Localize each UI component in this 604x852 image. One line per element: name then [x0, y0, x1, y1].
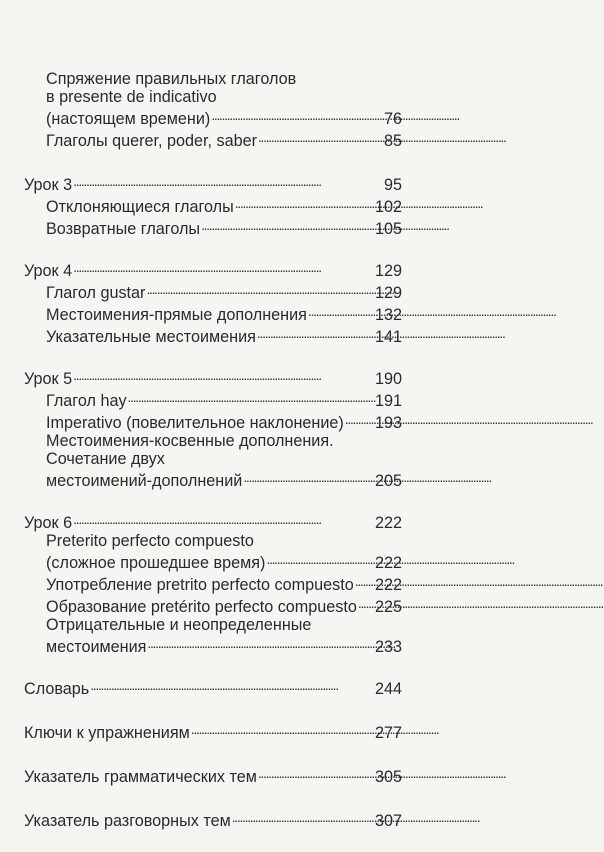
toc-section-title: Указатель разговорных тем: [24, 812, 231, 830]
toc-group-lesson4: [24, 258, 402, 346]
dot-leader: [73, 172, 383, 190]
dot-leader: [243, 468, 374, 486]
toc-page-number: 193: [374, 414, 402, 432]
toc-page-number: 141: [374, 328, 402, 346]
toc-page-number: 76: [383, 110, 402, 128]
toc-entry-imperativo[interactable]: [24, 410, 402, 432]
toc-entry-preterito-formation[interactable]: [24, 594, 402, 616]
dot-leader: [258, 764, 374, 782]
toc-entry-title: Образование pretérito perfecto compuesto: [46, 598, 357, 616]
toc-page-number: 244: [374, 680, 402, 698]
toc-page-number: 225: [374, 598, 402, 616]
dot-leader: [355, 572, 374, 590]
toc-lesson-title: Урок 6: [24, 514, 73, 532]
table-of-contents: [24, 70, 402, 852]
toc-entry-line: Сочетание двух: [46, 450, 165, 468]
toc-entry-gustar[interactable]: [24, 280, 402, 302]
toc-page-number: 102: [374, 198, 402, 216]
toc-page-number: 205: [374, 472, 402, 490]
dot-leader: [73, 510, 374, 528]
toc-page-number: 191: [374, 392, 402, 410]
toc-page-number: 190: [374, 370, 402, 388]
toc-lesson-title: Урок 5: [24, 370, 73, 388]
toc-entry-line: (сложное прошедшее время): [46, 554, 266, 572]
toc-lesson-5[interactable]: [24, 366, 402, 388]
dot-leader: [147, 634, 374, 652]
toc-section-title: Словарь: [24, 680, 90, 698]
dot-leader: [257, 324, 374, 342]
toc-entry-reflexive-verbs[interactable]: [24, 216, 402, 238]
toc-group-dictionary: [24, 676, 402, 698]
toc-page-number: 222: [374, 554, 402, 572]
toc-entry-title: Указательные местоимения: [46, 328, 256, 346]
toc-entry-line: местоимений-дополнений: [46, 472, 243, 490]
toc-entry-hay[interactable]: [24, 388, 402, 410]
toc-group-conversation-index: [24, 808, 402, 830]
toc-page-number: 129: [374, 284, 402, 302]
toc-entry-title: Употребление pretrito perfecto compuesto: [46, 576, 354, 594]
toc-entry-regular-verbs[interactable]: [24, 70, 402, 128]
dot-leader: [128, 388, 374, 406]
toc-entry-answer-keys[interactable]: [24, 720, 402, 742]
toc-lesson-6[interactable]: [24, 510, 402, 532]
toc-page-number: 307: [374, 812, 402, 830]
toc-entry-line: Спряжение правильных глаголов: [46, 70, 297, 88]
toc-page-number: 85: [383, 132, 402, 150]
toc-group-lesson6: [24, 510, 402, 656]
toc-page-number: 95: [383, 176, 402, 194]
toc-lesson-title: Урок 4: [24, 262, 73, 280]
toc-entry-grammar-index[interactable]: [24, 764, 402, 786]
toc-entry-preterito-usage[interactable]: [24, 572, 402, 594]
toc-entry-line: в presente de indicativo: [46, 88, 217, 106]
toc-entry-preterito-perfecto[interactable]: [24, 532, 402, 572]
toc-page-number: 105: [374, 220, 402, 238]
toc-entry-title: Глагол gustar: [46, 284, 146, 302]
toc-entry-title: Глагол hay: [46, 392, 127, 410]
dot-leader: [146, 280, 374, 298]
dot-leader: [345, 410, 374, 428]
dot-leader: [235, 194, 374, 212]
dot-leader: [358, 594, 374, 612]
toc-entry-line: Preterito perfecto compuesto: [46, 532, 254, 550]
toc-entry-title: Глаголы querer, poder, saber: [46, 132, 257, 150]
toc-entry-line: Местоимения-косвенные дополнения.: [46, 432, 334, 450]
toc-entry-querer-poder-saber[interactable]: [24, 128, 402, 150]
toc-entry-indirect-object-pronouns[interactable]: [24, 432, 402, 490]
toc-entry-conversation-index[interactable]: [24, 808, 402, 830]
dot-leader: [266, 550, 374, 568]
toc-group-keys: [24, 720, 402, 742]
toc-group-grammar-index: [24, 764, 402, 786]
dot-leader: [232, 808, 374, 826]
toc-entry-title: Возвратные глаголы: [46, 220, 201, 238]
toc-page-number: 305: [374, 768, 402, 786]
toc-group-lesson3: [24, 172, 402, 238]
toc-entry-irregular-verbs[interactable]: [24, 194, 402, 216]
toc-entry-title: Местоимения-прямые дополнения: [46, 306, 307, 324]
toc-page-number: 132: [374, 306, 402, 324]
dot-leader: [211, 106, 383, 124]
toc-lesson-title: Урок 3: [24, 176, 73, 194]
toc-page-number: 277: [374, 724, 402, 742]
dot-leader: [73, 366, 374, 384]
toc-entry-demonstrative-pronouns[interactable]: [24, 324, 402, 346]
toc-lesson-4[interactable]: [24, 258, 402, 280]
toc-group-lesson2-continued: [24, 70, 402, 150]
toc-entry-line: (настоящем времени): [46, 110, 211, 128]
toc-section-title: Ключи к упражнениям: [24, 724, 190, 742]
toc-lesson-3[interactable]: [24, 172, 402, 194]
dot-leader: [258, 128, 383, 146]
toc-entry-direct-object-pronouns[interactable]: [24, 302, 402, 324]
dot-leader: [191, 720, 374, 738]
toc-entry-line: местоимения: [46, 638, 147, 656]
toc-page-number: 222: [374, 514, 402, 532]
toc-page-number: 129: [374, 262, 402, 280]
toc-entry-dictionary[interactable]: [24, 676, 402, 698]
toc-entry-line: Отрицательные и неопределенные: [46, 616, 312, 634]
dot-leader: [90, 676, 374, 694]
toc-entry-title: Отклоняющиеся глаголы: [46, 198, 234, 216]
toc-group-lesson5: [24, 366, 402, 490]
dot-leader: [308, 302, 374, 320]
dot-leader: [73, 258, 374, 276]
toc-entry-title: Imperativo (повелительное наклонение): [46, 414, 344, 432]
toc-page-number: 222: [374, 576, 402, 594]
toc-page-number: 233: [374, 638, 402, 656]
toc-entry-negative-indefinite-pronouns[interactable]: [24, 616, 402, 656]
dot-leader: [201, 216, 374, 234]
toc-section-title: Указатель грамматических тем: [24, 768, 257, 786]
